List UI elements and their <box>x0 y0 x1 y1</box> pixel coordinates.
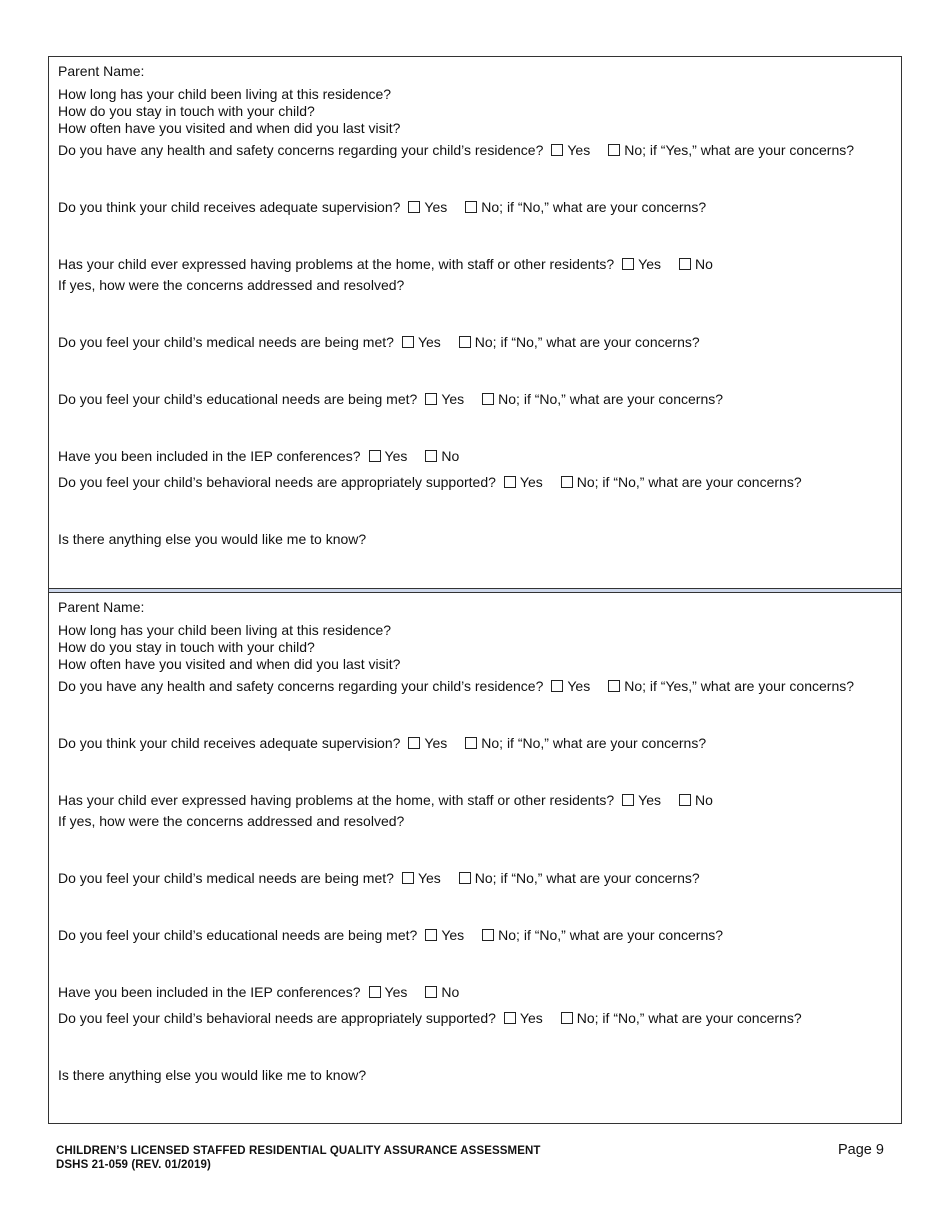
page-number: Page 9 <box>838 1142 884 1158</box>
medical-no-checkbox[interactable] <box>459 872 471 884</box>
question-safety-concerns <box>58 142 854 159</box>
safety-yes-label: Yes <box>567 142 591 158</box>
medical-yes-checkbox[interactable] <box>402 336 414 348</box>
problems-yes-label: Yes <box>638 792 661 808</box>
question-iep <box>58 984 459 1001</box>
question-text: Have you been included in the IEP conferences? <box>58 984 361 1000</box>
parent-name-label: Parent Name: <box>58 63 145 79</box>
question-behavioral <box>58 1010 802 1027</box>
behavioral-yes-label: Yes <box>519 474 543 490</box>
question-text: Do you feel your child’s behavioral needs are appropriately supported? <box>58 474 496 490</box>
problems-yes-checkbox[interactable] <box>622 794 634 806</box>
form-number: DSHS 21-059 (REV. 01/2019) <box>56 1159 211 1171</box>
educational-yes-label: Yes <box>441 391 465 407</box>
iep-yes-checkbox[interactable] <box>369 986 381 998</box>
problems-no-checkbox[interactable] <box>679 794 691 806</box>
question-iep <box>58 448 459 465</box>
problems-yes-checkbox[interactable] <box>622 258 634 270</box>
medical-yes-checkbox[interactable] <box>402 872 414 884</box>
iep-yes-label: Yes <box>384 448 408 464</box>
question-text: Do you feel your child’s educational needs are being met? <box>58 391 418 407</box>
question-stay-in-touch: How do you stay in touch with your child? <box>58 639 315 655</box>
safety-no-checkbox[interactable] <box>608 144 620 156</box>
form-title: CHILDREN’S LICENSED STAFFED RESIDENTIAL QUALITY ASSURANCE ASSESSMENT <box>56 1145 541 1157</box>
question-visit-frequency: How often have you visited and when did you last visit? <box>58 120 401 136</box>
question-text: Do you feel your child’s educational needs are being met? <box>58 927 418 943</box>
form-footer <box>56 1144 541 1172</box>
supervision-no-checkbox[interactable] <box>465 201 477 213</box>
iep-yes-checkbox[interactable] <box>369 450 381 462</box>
problems-no-label: No <box>694 792 713 808</box>
problems-no-label: No <box>694 256 713 272</box>
question-educational <box>58 391 723 408</box>
question-text: Do you think your child receives adequate supervision? <box>58 735 401 751</box>
iep-no-checkbox[interactable] <box>425 450 437 462</box>
iep-yes-label: Yes <box>384 984 408 1000</box>
question-problems <box>58 256 713 273</box>
medical-no-checkbox[interactable] <box>459 336 471 348</box>
supervision-no-label: No; if “No,” what are your concerns? <box>481 199 707 215</box>
question-visit-frequency: How often have you visited and when did you last visit? <box>58 656 401 672</box>
supervision-no-label: No; if “No,” what are your concerns? <box>481 735 707 751</box>
question-text: Do you have any health and safety concerns regarding your child’s residence? <box>58 678 544 694</box>
question-supervision <box>58 735 706 752</box>
problems-yes-label: Yes <box>638 256 661 272</box>
behavioral-no-label: No; if “No,” what are your concerns? <box>576 474 802 490</box>
supervision-yes-label: Yes <box>424 735 448 751</box>
educational-no-label: No; if “No,” what are your concerns? <box>498 927 724 943</box>
behavioral-no-label: No; if “No,” what are your concerns? <box>576 1010 802 1026</box>
question-text: Do you feel your child’s medical needs are being met? <box>58 334 394 350</box>
question-text: Do you have any health and safety concerns regarding your child’s residence? <box>58 142 544 158</box>
supervision-no-checkbox[interactable] <box>465 737 477 749</box>
safety-yes-checkbox[interactable] <box>551 680 563 692</box>
question-text: Has your child ever expressed having problems at the home, with staff or other residents? <box>58 792 615 808</box>
medical-yes-label: Yes <box>417 870 441 886</box>
question-medical <box>58 870 700 887</box>
question-educational <box>58 927 723 944</box>
iep-no-label: No <box>441 984 460 1000</box>
question-text: Do you feel your child’s medical needs are being met? <box>58 870 394 886</box>
educational-no-checkbox[interactable] <box>482 929 494 941</box>
parent-section-2 <box>49 593 901 1124</box>
educational-yes-label: Yes <box>441 927 465 943</box>
question-text: Have you been included in the IEP conferences? <box>58 448 361 464</box>
safety-no-label: No; if “Yes,” what are your concerns? <box>624 142 855 158</box>
medical-no-label: No; if “No,” what are your concerns? <box>474 870 700 886</box>
parent-section-1 <box>49 57 901 588</box>
form-box <box>48 56 902 1124</box>
safety-no-checkbox[interactable] <box>608 680 620 692</box>
supervision-yes-checkbox[interactable] <box>408 737 420 749</box>
question-behavioral <box>58 474 802 491</box>
question-safety-concerns <box>58 678 854 695</box>
safety-yes-checkbox[interactable] <box>551 144 563 156</box>
question-living-duration: How long has your child been living at this residence? <box>58 622 392 638</box>
question-problems-followup: If yes, how were the concerns addressed and resolved? <box>58 277 405 293</box>
question-medical <box>58 334 700 351</box>
iep-no-label: No <box>441 448 460 464</box>
supervision-yes-checkbox[interactable] <box>408 201 420 213</box>
question-supervision <box>58 199 706 216</box>
iep-no-checkbox[interactable] <box>425 986 437 998</box>
medical-no-label: No; if “No,” what are your concerns? <box>474 334 700 350</box>
question-text: Do you think your child receives adequate supervision? <box>58 199 401 215</box>
parent-name-label: Parent Name: <box>58 599 145 615</box>
educational-no-label: No; if “No,” what are your concerns? <box>498 391 724 407</box>
behavioral-no-checkbox[interactable] <box>561 1012 573 1024</box>
question-anything-else: Is there anything else you would like me to know? <box>58 1067 367 1083</box>
question-problems-followup: If yes, how were the concerns addressed and resolved? <box>58 813 405 829</box>
question-stay-in-touch: How do you stay in touch with your child? <box>58 103 315 119</box>
question-living-duration: How long has your child been living at this residence? <box>58 86 392 102</box>
educational-yes-checkbox[interactable] <box>425 929 437 941</box>
medical-yes-label: Yes <box>417 334 441 350</box>
question-anything-else: Is there anything else you would like me to know? <box>58 531 367 547</box>
safety-yes-label: Yes <box>567 678 591 694</box>
behavioral-yes-checkbox[interactable] <box>504 1012 516 1024</box>
behavioral-yes-label: Yes <box>519 1010 543 1026</box>
question-problems <box>58 792 713 809</box>
behavioral-yes-checkbox[interactable] <box>504 476 516 488</box>
problems-no-checkbox[interactable] <box>679 258 691 270</box>
question-text: Has your child ever expressed having problems at the home, with staff or other residents? <box>58 256 615 272</box>
question-text: Do you feel your child’s behavioral needs are appropriately supported? <box>58 1010 496 1026</box>
safety-no-label: No; if “Yes,” what are your concerns? <box>624 678 855 694</box>
supervision-yes-label: Yes <box>424 199 448 215</box>
behavioral-no-checkbox[interactable] <box>561 476 573 488</box>
educational-no-checkbox[interactable] <box>482 393 494 405</box>
educational-yes-checkbox[interactable] <box>425 393 437 405</box>
